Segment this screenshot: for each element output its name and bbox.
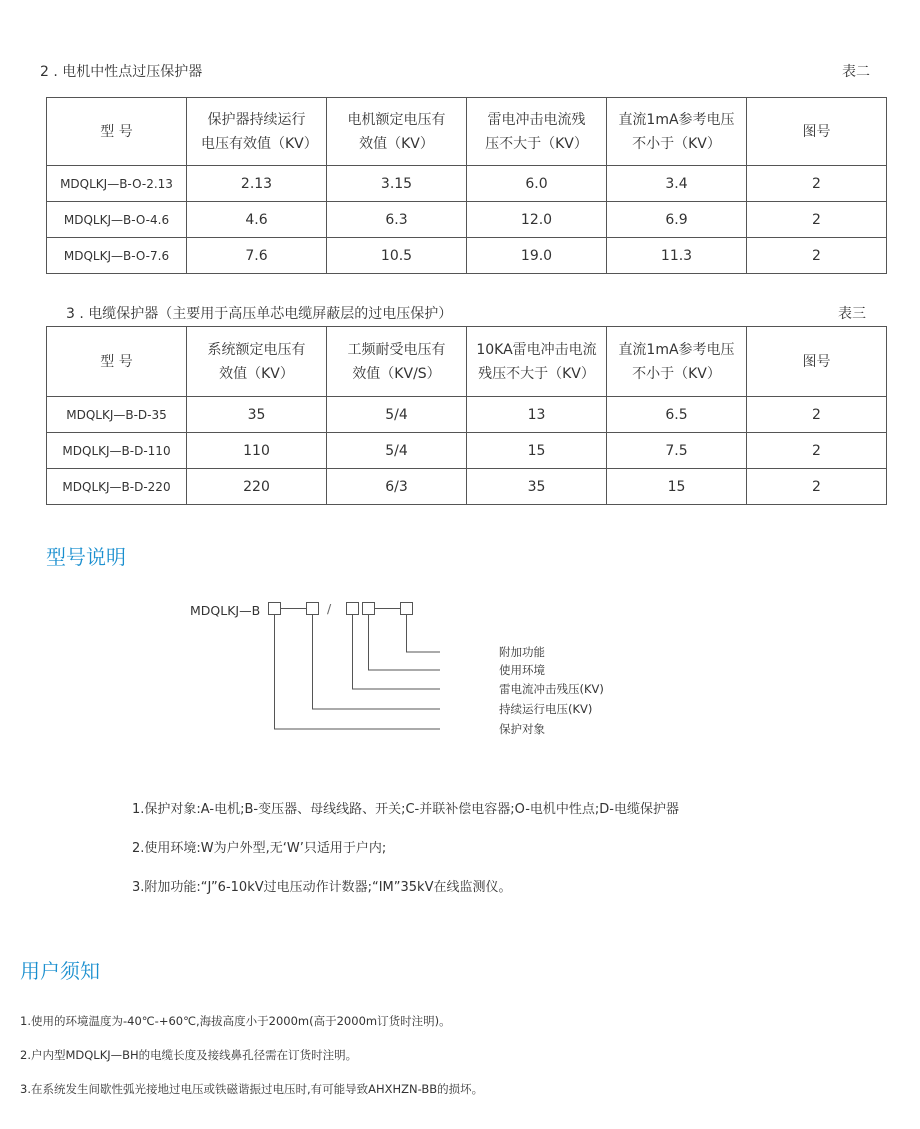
label-continuous-voltage: 持续运行电压(KV) [499, 702, 593, 716]
code-box-environment [363, 603, 375, 615]
label-environment: 使用环境 [499, 663, 545, 677]
table-row [47, 397, 887, 433]
table2-header-reference-voltage: 直流1mA参考电压不小于（KV） [607, 98, 747, 166]
table3-header-row [47, 327, 887, 397]
table2-cell-model: MDQLKJ—B-O-7.6 [47, 238, 187, 274]
label-residual-voltage: 雷电流冲击残压(KV) [499, 682, 604, 696]
table2-header-figure: 图号 [747, 98, 887, 166]
label-protect-object: 保护对象 [499, 722, 545, 736]
table3-cell-model: MDQLKJ—B-D-110 [47, 433, 187, 469]
table3-cell: 2 [747, 433, 887, 469]
table3-cell: 5/4 [327, 397, 467, 433]
table3 [46, 326, 887, 505]
table2-cell: 4.6 [187, 202, 327, 238]
table3-cell: 7.5 [607, 433, 747, 469]
table3-cell-model: MDQLKJ—B-D-220 [47, 469, 187, 505]
table2-cell: 3.4 [607, 166, 747, 202]
table2-header-model: 型 号 [47, 98, 187, 166]
leader-environment [369, 615, 441, 670]
table3-cell: 15 [467, 433, 607, 469]
table2-cell: 7.6 [187, 238, 327, 274]
table2-cell: 2 [747, 202, 887, 238]
leader-continuous-voltage [313, 615, 441, 709]
table2-cell: 10.5 [327, 238, 467, 274]
table2-label: 表二 [842, 64, 870, 80]
table2-header-residual-voltage: 雷电冲击电流残压不大于（KV） [467, 98, 607, 166]
user-notice-item-3: 3.在系统发生间歇性弧光接地过电压或铁磁谐振过电压时,有可能导致AHXHZN-BB的损坏。 [20, 1082, 484, 1096]
leader-additional-function [407, 615, 441, 652]
table3-header-withstand-voltage: 工频耐受电压有效值（KV/S） [327, 327, 467, 397]
table3-cell: 220 [187, 469, 327, 505]
table2-title: 2 . 电机中性点过压保护器 [40, 64, 203, 80]
table3-cell: 6.5 [607, 397, 747, 433]
model-note-1: 1.保护对象:A-电机;B-变压器、母线线路、开关;C-并联补偿电容器;O-电机中性点;D-电缆保护器 [132, 802, 679, 817]
code-box-residual-voltage [347, 603, 359, 615]
table3-cell: 5/4 [327, 433, 467, 469]
table3-cell: 2 [747, 469, 887, 505]
table2-cell: 2 [747, 238, 887, 274]
table3-header-model: 型 号 [47, 327, 187, 397]
model-explain-heading: 型号说明 [46, 545, 126, 569]
table3-cell: 110 [187, 433, 327, 469]
table3-title: 3 . 电缆保护器（主要用于高压单芯电缆屏蔽层的过电压保护） [66, 306, 453, 322]
table3-cell: 35 [467, 469, 607, 505]
table-row [47, 238, 887, 274]
table2-cell: 2 [747, 166, 887, 202]
model-code-diagram [260, 596, 440, 736]
table3-header-figure: 图号 [747, 327, 887, 397]
table2-cell: 2.13 [187, 166, 327, 202]
table2-cell: 11.3 [607, 238, 747, 274]
leader-protect-object [275, 615, 441, 729]
table3-cell: 35 [187, 397, 327, 433]
code-box-protect-object [269, 603, 281, 615]
table2-header-rated-voltage: 电机额定电压有效值（KV） [327, 98, 467, 166]
table2-cell: 6.0 [467, 166, 607, 202]
table2-cell: 6.9 [607, 202, 747, 238]
table3-label: 表三 [838, 306, 866, 322]
table3-cell: 2 [747, 397, 887, 433]
table3-header-reference-voltage: 直流1mA参考电压不小于（KV） [607, 327, 747, 397]
table2-cell: 6.3 [327, 202, 467, 238]
user-notice-heading: 用户须知 [20, 959, 100, 983]
table2-cell: 3.15 [327, 166, 467, 202]
table2-header-row [47, 98, 887, 166]
table3-cell: 15 [607, 469, 747, 505]
code-slash: / [327, 601, 332, 616]
table2-cell-model: MDQLKJ—B-O-4.6 [47, 202, 187, 238]
label-additional-function: 附加功能 [499, 645, 545, 659]
code-box-additional-function [401, 603, 413, 615]
table2 [46, 97, 887, 274]
model-note-3: 3.附加功能:“J”6-10kV过电压动作计数器;“IM”35kV在线监测仪。 [132, 880, 512, 895]
user-notice-item-2: 2.户内型MDQLKJ—BH的电缆长度及接线鼻孔径需在订货时注明。 [20, 1048, 358, 1062]
table-row [47, 166, 887, 202]
table2-cell: 12.0 [467, 202, 607, 238]
table-row [47, 202, 887, 238]
table3-header-system-voltage: 系统额定电压有效值（KV） [187, 327, 327, 397]
table2-cell: 19.0 [467, 238, 607, 274]
user-notice-item-1: 1.使用的环境温度为-40℃-+60℃,海拔高度小于2000m(高于2000m订货时注明)。 [20, 1014, 451, 1028]
model-prefix: MDQLKJ—B [190, 603, 261, 618]
table3-cell: 13 [467, 397, 607, 433]
table3-cell: 6/3 [327, 469, 467, 505]
table2-header-continuous-voltage: 保护器持续运行电压有效值（KV） [187, 98, 327, 166]
table3-cell-model: MDQLKJ—B-D-35 [47, 397, 187, 433]
table2-cell-model: MDQLKJ—B-O-2.13 [47, 166, 187, 202]
table3-header-residual-voltage: 10KA雷电冲击电流残压不大于（KV） [467, 327, 607, 397]
table-row [47, 433, 887, 469]
code-box-continuous-voltage [307, 603, 319, 615]
model-note-2: 2.使用环境:W为户外型,无‘W’只适用于户内; [132, 841, 387, 856]
table-row [47, 469, 887, 505]
